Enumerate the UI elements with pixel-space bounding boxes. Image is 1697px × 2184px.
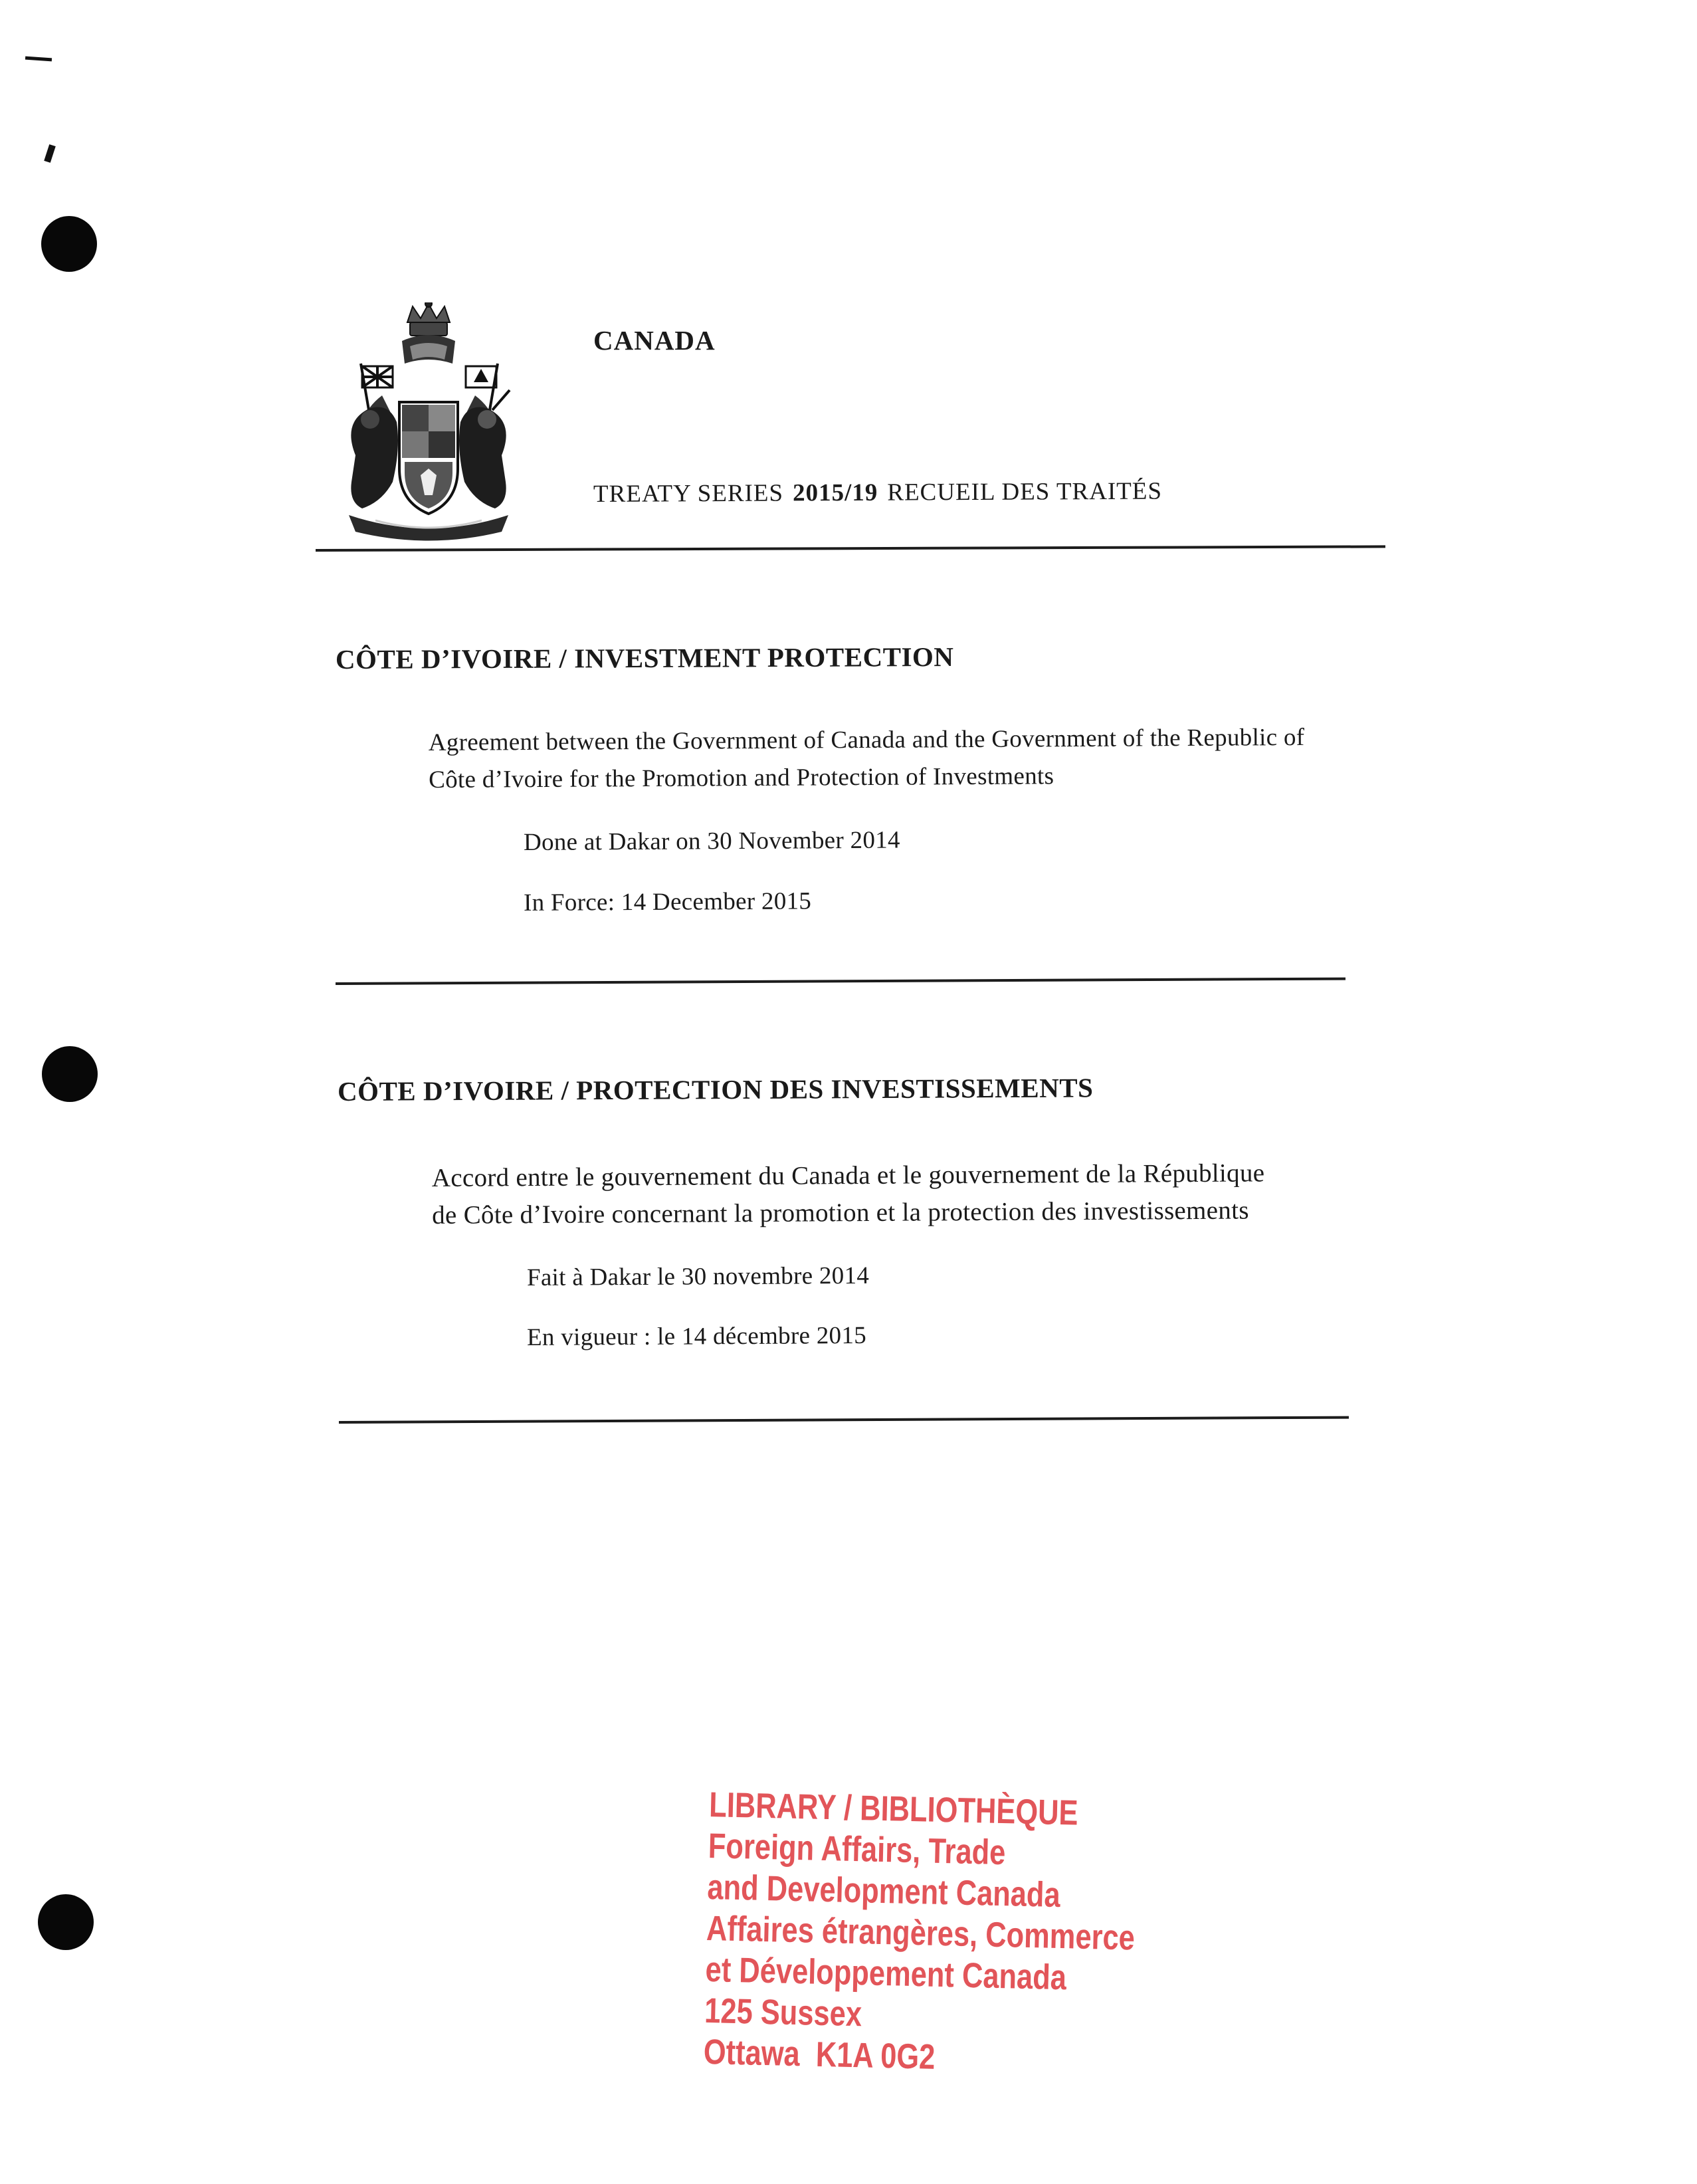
french-title-line1: Accord entre le gouvernement du Canada et le gouvernement de la République [431,1158,1265,1193]
library-stamp [703,1785,1136,2082]
series-label-en: TREATY SERIES [593,479,784,508]
stamp-line-ministry-fr-1: Affaires étrangères, Commerce [706,1908,1136,1958]
english-heading: CÔTE D’IVOIRE / INVESTMENT PROTECTION [335,641,954,675]
french-heading: CÔTE D’IVOIRE / PROTECTION DES INVESTISSEMENTS [337,1072,1094,1107]
stamp-line-ministry-en-1: Foreign Affairs, Trade [708,1826,1007,1873]
series-number: 2015/19 [792,479,878,507]
stamp-line-ministry-en-2: and Development Canada [706,1867,1061,1915]
french-section-rule [339,1416,1349,1424]
french-title [432,1154,1265,1234]
treaty-series-line [593,477,1162,508]
scan-mark-top [25,56,52,62]
header-rule [316,545,1385,552]
stamp-line-address: 125 Sussex [704,1991,862,2034]
stamp-line-city-postal: Ottawa K1A 0G2 [703,2032,936,2077]
english-done: Done at Dakar on 30 November 2014 [523,826,900,856]
stamp-line-ministry-fr-2: et Développement Canada [705,1949,1067,1998]
english-title-line2: Côte d’Ivoire for the Promotion and Protection of Investments [429,762,1054,794]
french-in-force: En vigueur : le 14 décembre 2015 [526,1321,867,1351]
english-title-line1: Agreement between the Government of Canada and the Government of the Republic of [428,723,1305,757]
english-title [429,719,1305,799]
english-section-rule [336,978,1346,985]
scan-mark-small [44,144,56,163]
series-label-fr: RECUEIL DES TRAITÉS [887,477,1163,506]
country-heading: CANADA [593,325,716,356]
coat-of-arms-icon [336,302,522,545]
binder-hole-bottom [38,1894,94,1950]
binder-hole-middle [42,1046,98,1102]
french-title-line2: de Côte d’Ivoire concernant la promotion et la protection des investissements [432,1196,1249,1230]
english-in-force: In Force: 14 December 2015 [523,887,812,917]
stamp-line-library: LIBRARY / BIBLIOTHÈQUE [708,1785,1079,1833]
french-done: Fait à Dakar le 30 novembre 2014 [526,1261,870,1291]
binder-hole-top [41,216,97,272]
